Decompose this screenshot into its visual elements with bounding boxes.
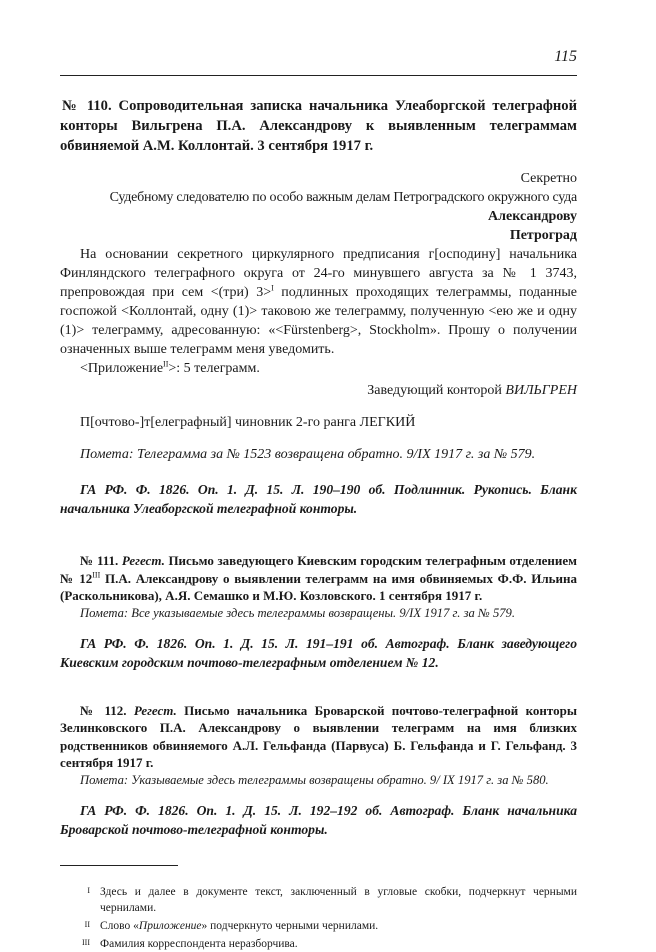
- doc112-number: № 112.: [80, 702, 127, 718]
- doc111-number: № 111.: [80, 553, 119, 568]
- footnote-2-text-part2: » подчеркнуто черными чернилами.: [201, 919, 379, 932]
- footnote-3-mark: III: [82, 937, 90, 947]
- doc110-note: Помета: Телеграмма за № 1523 возвращена обратно. 9/IX 1917 г. за № 579.: [80, 447, 536, 462]
- footnote-ref-3: III: [92, 570, 101, 580]
- footnote-2-emph: Приложение: [138, 919, 202, 932]
- doc111-regest: Регест.: [121, 553, 165, 568]
- doc110-addressee-city: Петроград: [509, 228, 577, 243]
- doc111-note: Помета: Все указываемые здесь телеграммы возвращены. 9/IX 1917 г. за № 579.: [80, 605, 515, 620]
- page-content: [60, 96, 577, 952]
- footnote-1: [60, 884, 577, 916]
- footnote-ref-1: I: [271, 283, 274, 293]
- doc111-text-part2: П.А. Александрову о выявлении телеграмм на имя обвиняемых Ф.Ф. Ильина (Раскольникова), А.Я. Семашко и М.Ю. Козловского. 1 сентября 1917 г.: [60, 570, 577, 603]
- doc110-signature-role: Заведующий конторой: [367, 383, 502, 398]
- header-rule: [60, 75, 577, 76]
- doc110-official: П[очтово-]т[елеграфный] чиновник 2-го ранга ЛЕГКИЙ: [80, 415, 416, 430]
- footnote-2-text-part1: Слово «: [100, 919, 139, 932]
- footnote-2-mark: II: [84, 919, 90, 929]
- footnote-ref-2: II: [163, 359, 169, 369]
- doc110-title: № 110. Сопроводительная записка начальника Улеаборгской телеграфной конторы Вильгрена П.А. Александрову к выявленным телеграммам обвиняемой А.М. Коллонтай. 3 сентября 1917 г.: [60, 98, 577, 154]
- doc112-text: Письмо начальника Броварской почтово-телеграфной конторы Зелинковского П.А. Александрову о выявлении телеграмм на имя близких родственников обвиняемого А.Л. Гельфанда (Парвуса) Б. Гельфанда и Г. Гельфанд. 3 сентября 1917 г.: [60, 702, 577, 770]
- doc110-classification: Секретно: [520, 171, 577, 186]
- footnote-3: [60, 936, 577, 952]
- doc112-regest: Регест.: [133, 702, 177, 718]
- page-number: 115: [554, 48, 577, 65]
- doc110-body-part2: подлинных проходящих телеграммы, поданные госпожой <Коллонтай, одну (1)> таковою же телеграмму, полученную <ею же и одну (1)> телеграмму, адресованную: «<Fürstenberg>, Stockholm». Прошу о получении означенных выше телеграмм меня уведомить.: [60, 285, 577, 357]
- doc110-attachment-part1: <Приложение: [80, 361, 164, 376]
- doc111-heading: [60, 552, 577, 605]
- doc112-note: Помета: Указываемые здесь телеграммы возвращены обратно. 9/ IX 1917 г. за № 580.: [80, 772, 549, 787]
- doc110-source: ГА РФ. Ф. 1826. Оп. 1. Д. 15. Л. 190–190 об. Подлинник. Рукопись. Бланк начальника Улеаборгской телеграфной конторы.: [60, 482, 577, 516]
- doc112-source: ГА РФ. Ф. 1826. Оп. 1. Д. 15. Л. 192–192 об. Автограф. Бланк начальника Броварской почтово-телеграфной конторы.: [60, 802, 577, 837]
- doc110-signature-name: ВИЛЬГРЕН: [505, 383, 577, 398]
- doc110-addressee-line: Судебному следователю по особо важным делам Петроградского окружного суда: [109, 190, 577, 205]
- doc110-attachment: [60, 359, 577, 378]
- footnote-1-mark: I: [87, 885, 90, 895]
- doc111-text-part1: Письмо заведующего Киевским городским телеграфным отделением № 12: [60, 553, 577, 586]
- doc110-body: [60, 245, 577, 359]
- doc110-addressee-name: Александрову: [488, 209, 577, 224]
- doc111-source: ГА РФ. Ф. 1826. Оп. 1. Д. 15. Л. 191–191 об. Автограф. Бланк заведующего Киевским городским почтово-телеграфным отделением № 12.: [60, 635, 577, 670]
- doc110-body-part1: На основании секретного циркулярного предписания г[осподину] начальника Финляндского телеграфного округа от 24-го минувшего августа за № 1 3743, препровождая при сем <(три) 3>: [60, 247, 577, 300]
- footnote-2: [60, 918, 577, 934]
- doc110-signature: [60, 381, 577, 400]
- doc112-heading: [60, 702, 577, 772]
- footnote-rule: [60, 865, 178, 866]
- doc110-attachment-part2: >: 5 телеграмм.: [168, 361, 260, 376]
- footnote-2-text: [100, 918, 577, 934]
- footnote-3-text: Фамилия корреспондента неразборчива.: [100, 937, 298, 950]
- footnote-1-text: Здесь и далее в документе текст, заключенный в угловые скобки, подчеркнут черными чернилами.: [100, 885, 577, 914]
